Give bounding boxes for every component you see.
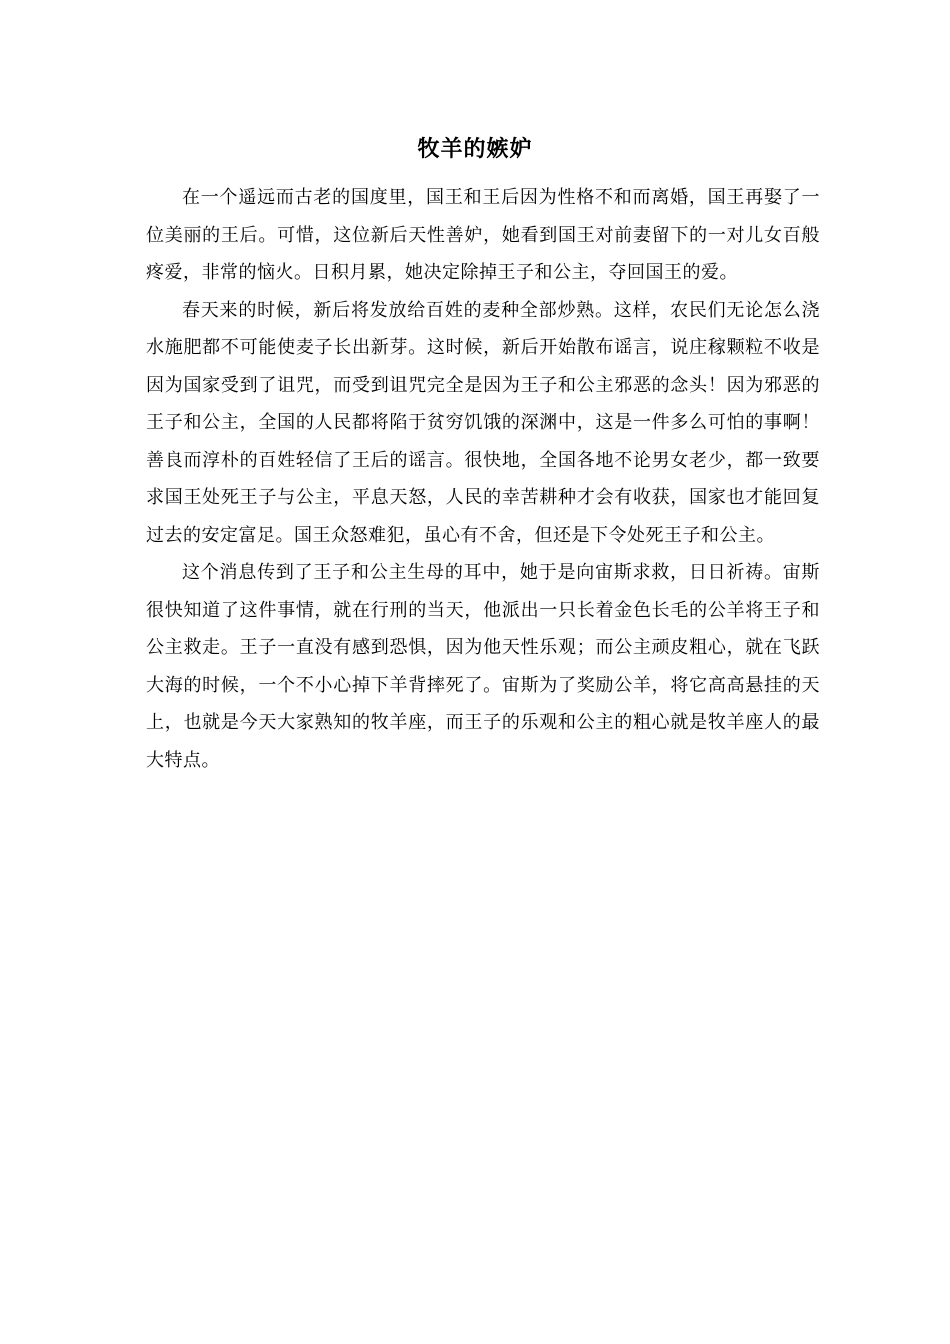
paragraph-2: 春天来的时候，新后将发放给百姓的麦种全部炒熟。这样，农民们无论怎么浇水施肥都不可能使麦子长出新芽。这时候，新后开始散布谣言，说庄稼颗粒不收是因为国家受到了诅咒，而受到诅咒完全是因为王子和公主邪恶的念头！因为邪恶的王子和公主，全国的人民都将陷于贫穷饥饿的深渊中，这是一件多么可怕的事啊！善良而淳朴的百姓轻信了王后的谣言。很快地，全国各地不论男女老少，都一致要求国王处死王子与公主，平息天怒，人民的幸苦耕种才会有收获，国家也才能回复过去的安定富足。国王众怒难犯，虽心有不舍，但还是下令处死王子和公主。 xyxy=(146,299,820,546)
document-body xyxy=(146,179,820,779)
paragraph-1: 在一个遥远而古老的国度里，国王和王后因为性格不和而离婚，国王再娶了一位美丽的王后。可惜，这位新后天性善妒，她看到国王对前妻留下的一对儿女百般疼爱，非常的恼火。日积月累，她决定除掉王子和公主，夺回国王的爱。 xyxy=(146,187,820,283)
paragraph-3: 这个消息传到了王子和公主生母的耳中，她于是向宙斯求救，日日祈祷。宙斯很快知道了这件事情，就在行刑的当天，他派出一只长着金色长毛的公羊将王子和公主救走。王子一直没有感到恐惧，因为他天性乐观；而公主顽皮粗心，就在飞跃大海的时候，一个不小心掉下羊背摔死了。宙斯为了奖励公羊，将它高高悬挂的天上，也就是今天大家熟知的牧羊座，而王子的乐观和公主的粗心就是牧羊座人的最大特点。 xyxy=(146,562,820,771)
document-title: 牧羊的嫉妒 xyxy=(417,136,533,162)
